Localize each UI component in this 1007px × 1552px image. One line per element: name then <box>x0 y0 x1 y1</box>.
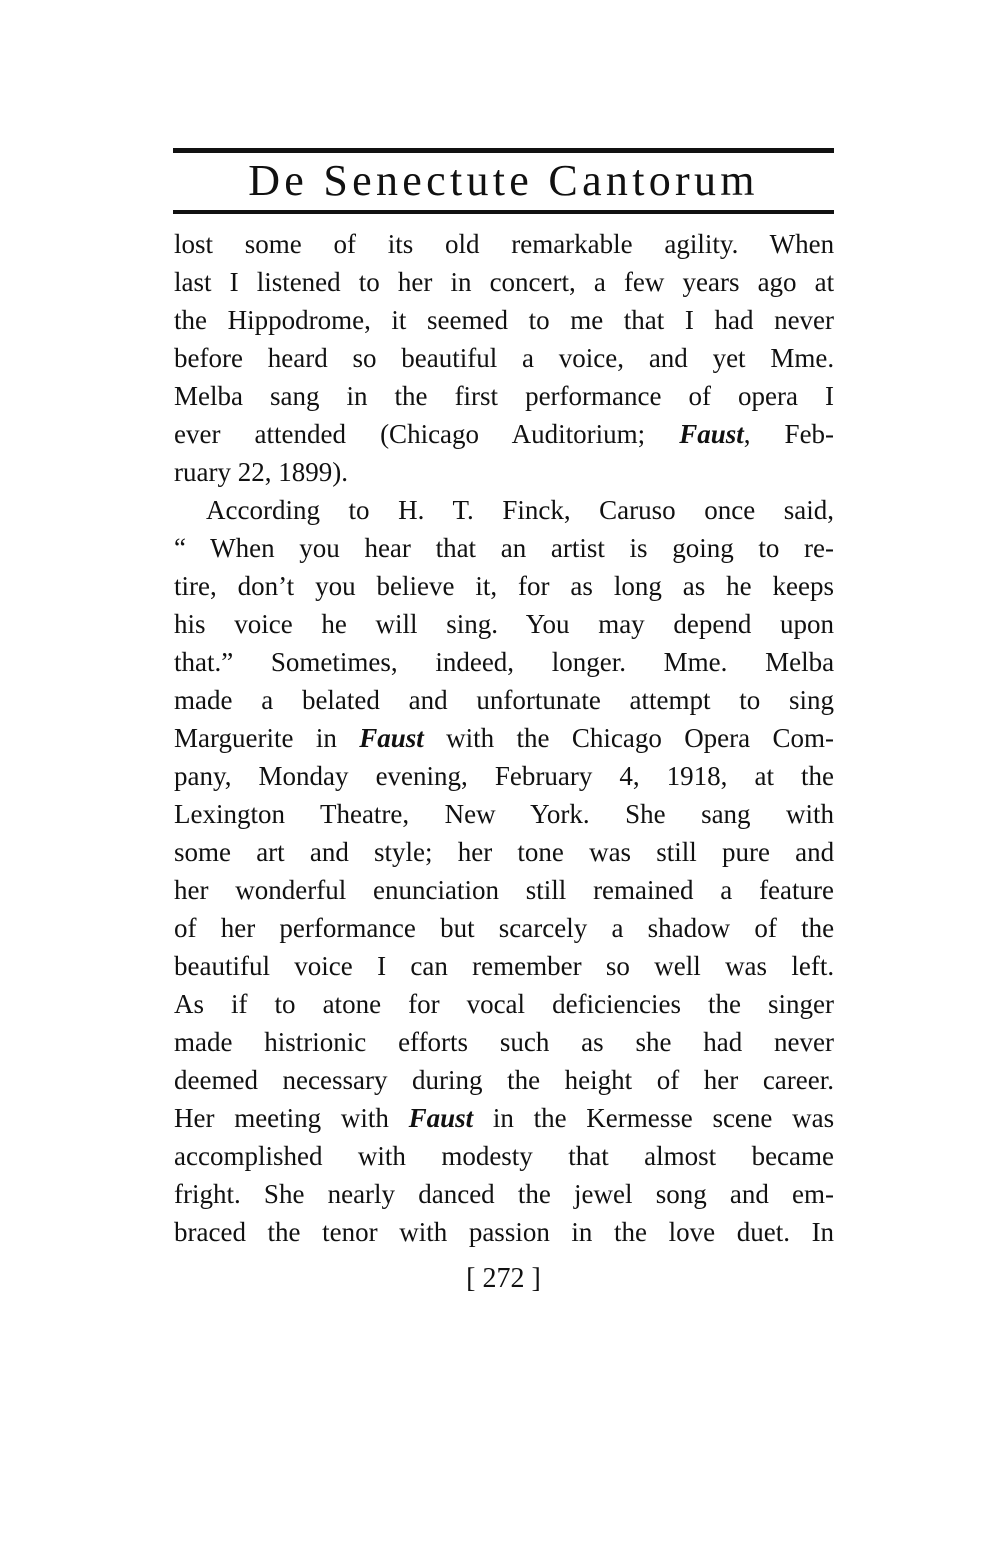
text-line: beautiful voice I can remember so well was left. <box>174 951 834 981</box>
text-line: last I listened to her in concert, a few years ago at <box>174 267 834 297</box>
text-line: her wonderful enunciation still remained a feature <box>174 875 834 905</box>
running-head: De Senectute Cantorum <box>248 156 759 205</box>
italic-title: Faust <box>679 419 744 449</box>
text-line: lost some of its old remarkable agility. When <box>174 229 834 259</box>
text-line: Melba sang in the first performance of opera I <box>174 381 834 411</box>
text-line: braced the tenor with passion in the love duet. In <box>174 1217 834 1247</box>
text-line: ruary 22, 1899). <box>174 457 348 487</box>
text-line: of her performance but scarcely a shadow of the <box>174 913 834 943</box>
text-line: made histrionic efforts such as she had never <box>174 1027 834 1057</box>
body-text <box>174 225 834 1251</box>
text-line: some art and style; her tone was still pure and <box>174 837 834 867</box>
text-line: ever attended (Chicago Auditorium; Faust, Feb- <box>174 419 834 449</box>
paragraph <box>174 225 834 491</box>
text-line: his voice he will sing. You may depend upon <box>174 609 834 639</box>
header-rule-bottom <box>173 210 834 214</box>
italic-title: Faust <box>408 1103 474 1133</box>
text-line: “ When you hear that an artist is going to re- <box>174 533 834 563</box>
text-line: made a belated and unfortunate attempt to sing <box>174 685 834 715</box>
text-line: the Hippodrome, it seemed to me that I had never <box>174 305 834 335</box>
text-line: deemed necessary during the height of her career. <box>174 1065 834 1095</box>
text-line: As if to atone for vocal deficiencies the singer <box>174 989 834 1019</box>
paragraph <box>174 491 834 1251</box>
text-line: Lexington Theatre, New York. She sang with <box>174 799 834 829</box>
text-line: fright. She nearly danced the jewel song and em- <box>174 1179 834 1209</box>
text-line: that.” Sometimes, indeed, longer. Mme. Melba <box>174 647 834 677</box>
text-line: pany, Monday evening, February 4, 1918, at the <box>174 761 834 791</box>
text-line: before heard so beautiful a voice, and yet Mme. <box>174 343 834 373</box>
text-line: accomplished with modesty that almost became <box>174 1141 834 1171</box>
italic-title: Faust <box>359 723 424 753</box>
text-line: According to H. T. Finck, Caruso once said, <box>206 495 834 525</box>
text-line: tire, don’t you believe it, for as long as he keeps <box>174 571 834 601</box>
header-rule-top <box>173 148 834 153</box>
text-line: Marguerite in Faust with the Chicago Opera Com- <box>174 723 834 753</box>
page-number: [ 272 ] <box>466 1263 541 1294</box>
text-line: Her meeting with Faust in the Kermesse scene was <box>174 1103 834 1133</box>
